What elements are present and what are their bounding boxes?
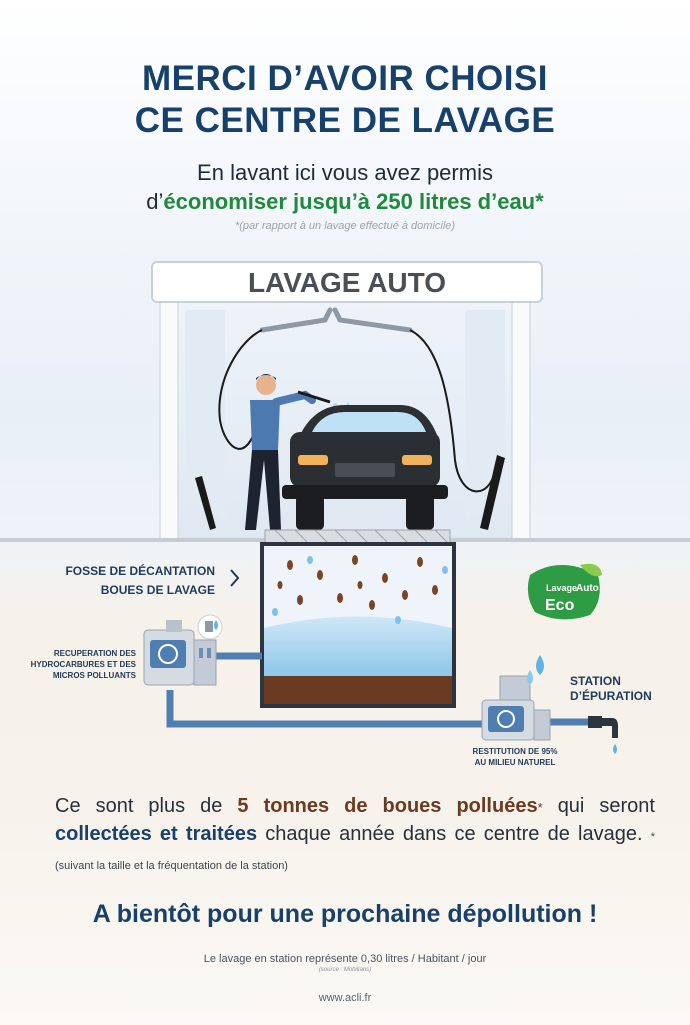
fosse-label-line-1: FOSSE DE DÉCANTATION — [65, 564, 215, 578]
body-star: * — [537, 800, 543, 815]
body-paragraph — [55, 793, 655, 879]
body-highlight-2: collectées et traitées — [55, 823, 258, 845]
title-line-1: MERCI D’AVOIR CHOISI — [141, 59, 549, 98]
eco-badge-line-1: Lavage — [546, 583, 578, 593]
faucet-icon — [588, 716, 618, 754]
restitution-label-line-2: AU MILIEU NATUREL — [474, 758, 556, 767]
eco-badge — [528, 564, 602, 620]
station-label-line-1: STATION — [570, 674, 621, 688]
station-label-line-2: D’ÉPURATION — [570, 689, 652, 703]
subtitle-line-1: En lavant ici vous avez permis — [197, 160, 493, 185]
subtitle-prefix: d’ — [146, 189, 164, 214]
chevron-right-icon — [231, 570, 238, 586]
footer-source: (source : Mobilians) — [318, 967, 372, 973]
farewell-text: A bientôt pour une prochaine dépollution ! — [92, 900, 598, 928]
fuel-drop-icon — [198, 615, 222, 639]
water-drop-icon — [527, 655, 544, 685]
footer-stat: Le lavage en station représente 0,30 litres / Habitant / jour — [203, 953, 487, 965]
purification-unit-icon — [482, 676, 550, 740]
fosse-label — [20, 562, 215, 600]
restitution-label — [440, 746, 590, 768]
right-pillar — [512, 300, 530, 540]
recuperation-label — [20, 648, 136, 681]
sign-label: LAVAGE AUTO — [247, 267, 447, 298]
title-line-2: CE CENTRE DE LAVAGE — [134, 101, 556, 140]
recuperation-label-line-1: RECUPERATION DES — [53, 649, 136, 658]
subtitle-note: *(par rapport à un lavage effectué à domicile) — [234, 220, 456, 232]
station-label — [570, 674, 680, 704]
body-part-1: Ce sont plus de — [55, 795, 223, 817]
car-wash-illustration — [0, 250, 690, 790]
fosse-label-line-2: BOUES DE LAVAGE — [100, 583, 215, 597]
body-highlight-1: 5 tonnes de boues polluées — [237, 795, 538, 817]
recuperation-label-line-2: HYDROCARBURES ET DES — [30, 660, 136, 669]
restitution-label-line-1: RESTITUTION DE 95% — [472, 747, 558, 756]
body-part-2: qui seront — [557, 795, 655, 817]
left-pillar — [160, 300, 178, 540]
eco-badge-line-3: Eco — [545, 597, 575, 614]
footer-url: www.acli.fr — [318, 992, 372, 1004]
subtitle-highlight: économiser jusqu’à 250 litres d’eau* — [163, 189, 544, 214]
recuperation-label-line-3: MICROS POLLUANTS — [52, 671, 136, 680]
body-part-3: chaque année dans ce centre de lavage. — [265, 823, 643, 845]
subtitle-line-2 — [0, 189, 690, 215]
eco-badge-line-2: Auto — [576, 583, 599, 594]
body-note: *(suivant la taille et la fréquentation de la station) — [55, 831, 655, 872]
